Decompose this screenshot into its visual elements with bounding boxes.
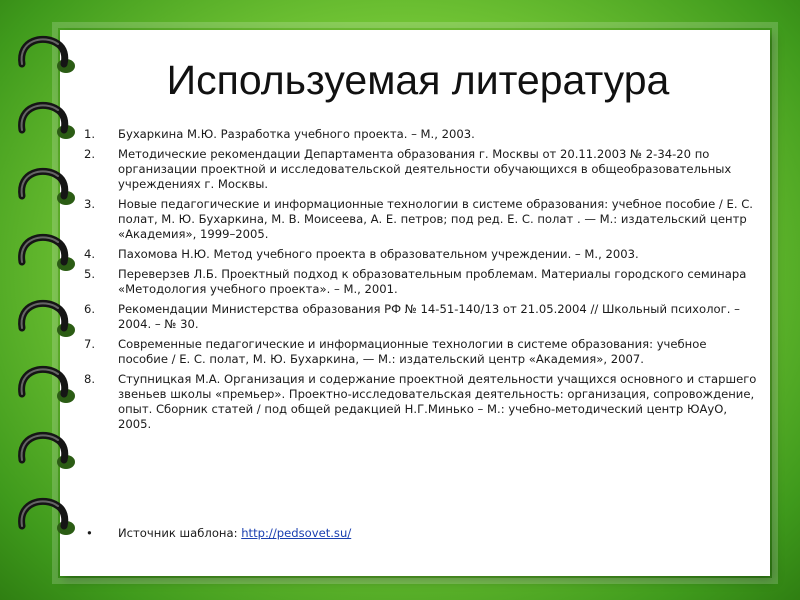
item-number: 8. <box>84 372 96 386</box>
list-item <box>84 337 760 367</box>
list-item <box>84 147 760 192</box>
notebook-ring-icon <box>4 426 82 486</box>
item-number: 4. <box>84 247 96 261</box>
notebook-ring-icon <box>4 360 82 420</box>
item-number: 2. <box>84 147 96 161</box>
notebook-ring-icon <box>4 162 82 222</box>
item-text: Ступницкая М.А. Организация и содержание проектной деятельности учащихся основного и старшего звеньев школы «премьер». Проектно-исследовательская деятельность: организация, сопровождение, опыт. Сборник статей / под общей редакцией Н.Г.Минько – М.: учебно-методический центр ЮАуО, 2005. <box>118 372 757 431</box>
notebook-ring-icon <box>4 492 82 552</box>
item-text: Бухаркина М.Ю. Разработка учебного проекта. – М., 2003. <box>118 127 475 141</box>
item-text: Рекомендации Министерства образования РФ № 14-51-140/13 от 21.05.2004 // Школьный психолог. – 2004. – № 30. <box>118 302 740 331</box>
item-text: Современные педагогические и информационные технологии в системе образования: учебное пособие / Е. С. полат, М. Ю. Бухаркина, — М.: издательский центр «Академия», 2007. <box>118 337 707 366</box>
list-item <box>84 197 760 242</box>
item-text: Новые педагогические и информационные технологии в системе образования: учебное пособие / Е. С. полат, М. Ю. Бухаркина, М. В. Моисеева, А. Е. петров; под ред. Е. С. полат . — М.: издательский центр «Академия», 1999–2005. <box>118 197 753 241</box>
notebook-ring-icon <box>4 228 82 288</box>
item-number: 1. <box>84 127 96 141</box>
reference-list <box>84 127 760 437</box>
notebook-rings <box>4 30 84 580</box>
notebook-ring-icon <box>4 96 82 156</box>
item-text: Методические рекомендации Департамента образования г. Москвы от 20.11.2003 № 2-34-20 по организации проектной и исследовательской деятельности обучающихся в общеобразовательных учреждениях г. Москвы. <box>118 147 732 191</box>
source-label: Источник шаблона: <box>118 526 242 540</box>
list-item <box>84 247 760 262</box>
slide-title: Используемая литература <box>166 57 670 103</box>
item-number: 3. <box>84 197 96 211</box>
item-number: 6. <box>84 302 96 316</box>
item-text: Переверзев Л.Б. Проектный подход к образовательным проблемам. Материалы городского семинара «Методология учебного проекта». – М., 2001. <box>118 267 747 296</box>
slide-paper <box>60 30 770 576</box>
list-item <box>84 302 760 332</box>
source-link[interactable]: http://pedsovet.su/ <box>241 526 352 540</box>
list-item <box>84 372 760 432</box>
template-source <box>86 526 768 540</box>
item-number: 5. <box>84 267 96 281</box>
item-number: 7. <box>84 337 96 351</box>
list-item <box>84 267 760 297</box>
bullet-icon: • <box>86 526 93 540</box>
notebook-ring-icon <box>4 30 82 90</box>
list-item <box>84 127 760 142</box>
item-text: Пахомова Н.Ю. Метод учебного проекта в образовательном учреждении. – М., 2003. <box>118 247 639 261</box>
notebook-ring-icon <box>4 294 82 354</box>
